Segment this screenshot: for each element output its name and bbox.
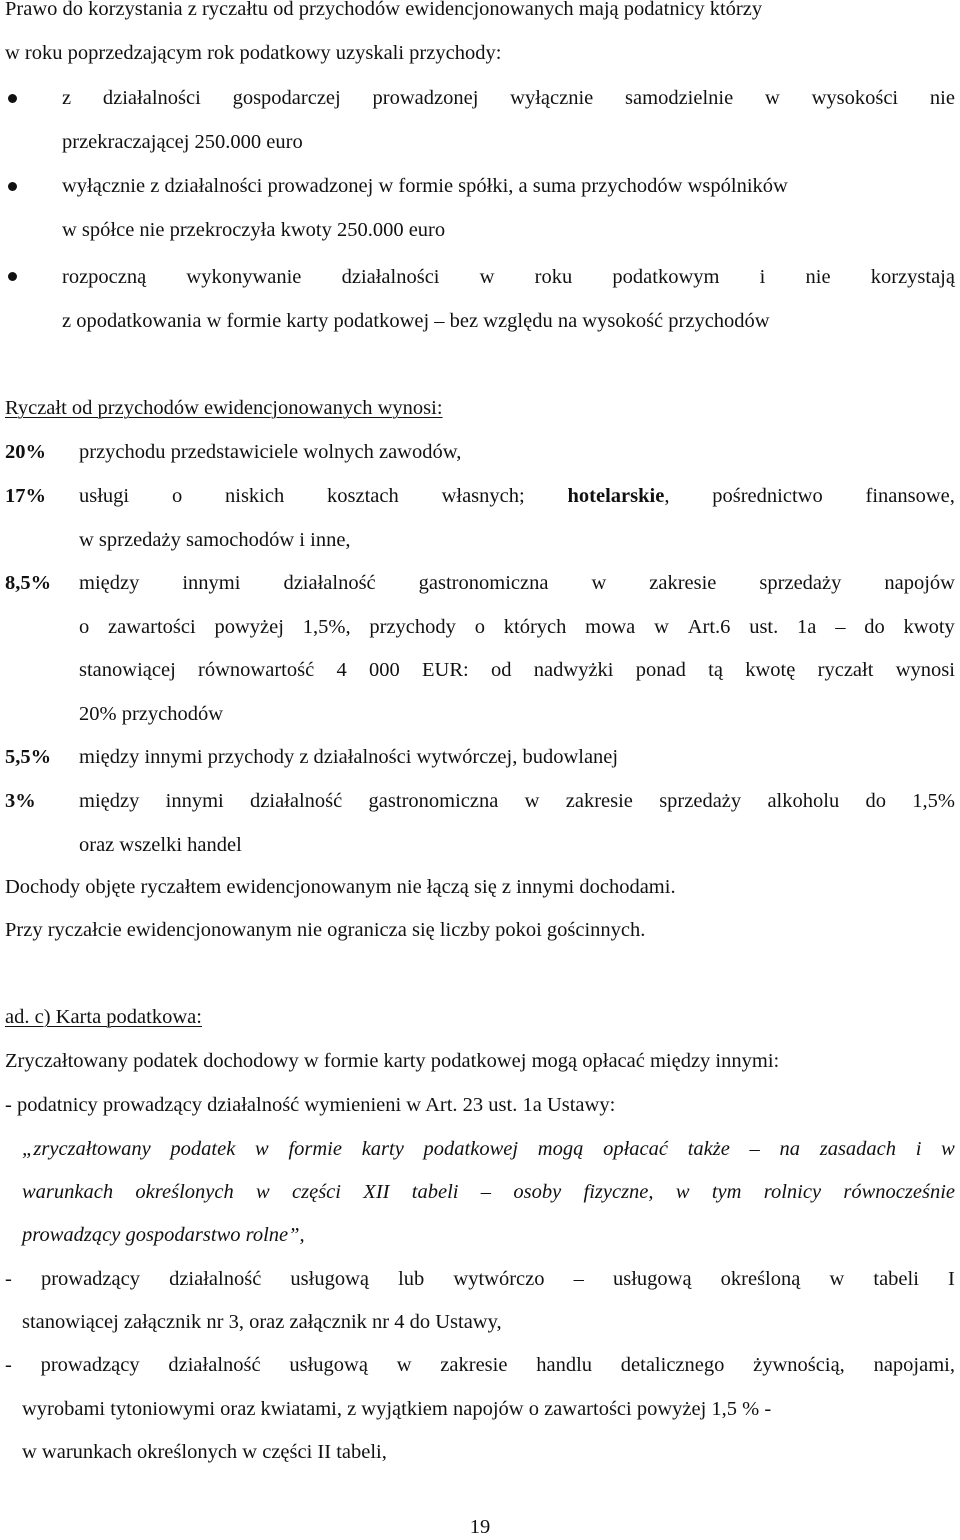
bullet-1-line-2: przekraczającej 250.000 euro — [62, 131, 303, 153]
bullet-2-line-2: w spółce nie przekroczyła kwoty 250.000 euro — [62, 219, 446, 241]
rate-text-3-line-1 — [79, 788, 955, 814]
intro-line-1: Prawo do korzystania z ryczałtu od przychodów ewidencjonowanych mają podatnicy którzy — [5, 0, 763, 20]
bullet-3-line-1 — [62, 264, 955, 290]
rate-text-5-5: między innymi przychody z działalności wytwórczej, budowlanej — [79, 746, 619, 768]
section-c-item-1: - podatnicy prowadzący działalność wymienieni w Art. 23 ust. 1a Ustawy: — [5, 1094, 616, 1116]
section-c-item-3-line-3: w warunkach określonych w części II tabeli, — [22, 1441, 387, 1463]
justified-line: warunkach określonych w części XII tabeli – osoby fizyczne, w tym rolnicy równocześnie — [22, 1181, 955, 1203]
bullet-3-line-2: z opodatkowania w formie karty podatkowej – bez względu na wysokość przychodów — [62, 310, 770, 332]
rate-label-17: 17% — [5, 485, 46, 507]
justified-line: - prowadzący działalność usługową w zakresie handlu detalicznego żywnością, napojami, — [5, 1354, 955, 1376]
justified-line: - prowadzący działalność usługową lub wytwórczo – usługową określoną w tabeli I — [5, 1268, 955, 1290]
bullet-icon — [8, 272, 17, 281]
rates-heading: Ryczałt od przychodów ewidencjonowanych wynosi: — [5, 397, 443, 419]
justified-line: o zawartości powyżej 1,5%, przychody o których mowa w Art.6 ust. 1a – do kwoty — [79, 616, 955, 638]
note-2: Przy ryczałcie ewidencjonowanym nie ogranicza się liczby pokoi gościnnych. — [5, 919, 646, 941]
section-c-heading: ad. c) Karta podatkowa: — [5, 1006, 202, 1028]
rate-text-8-5-line-2 — [79, 614, 955, 640]
justified-line: stanowiącej równowartość 4 000 EUR: od nadwyżki ponad tą kwotę ryczałt wynosi — [79, 659, 955, 681]
quote-line-2 — [22, 1179, 955, 1205]
section-c-item-3-line-2: wyrobami tytoniowymi oraz kwiatami, z wyjątkiem napojów o zawartości powyżej 1,5 % - — [22, 1398, 772, 1420]
bold-term: hotelarskie — [567, 485, 665, 507]
rate-text-8-5-line-3 — [79, 657, 955, 683]
page-number: 19 — [469, 1516, 491, 1538]
quote-line-3: prowadzący gospodarstwo rolne”, — [22, 1224, 305, 1246]
rate-text-8-5-line-1 — [79, 570, 955, 596]
justified-line: usługi o niskich kosztach własnych; hotelarskie, pośrednictwo finansowe, — [79, 485, 955, 507]
justified-line: „zryczałtowany podatek w formie karty podatkowej mogą opłacać także – na zasadach i w — [22, 1138, 955, 1160]
bullet-icon — [8, 94, 17, 103]
rate-label-20: 20% — [5, 441, 46, 463]
justified-line: między innymi działalność gastronomiczna w zakresie sprzedaży napojów — [79, 572, 955, 594]
rate-text-20: przychodu przedstawiciele wolnych zawodów, — [79, 441, 462, 463]
rate-text-3-line-2: oraz wszelki handel — [79, 834, 242, 856]
rate-label-3: 3% — [5, 790, 36, 812]
note-1: Dochody objęte ryczałtem ewidencjonowanym nie łączą się z innymi dochodami. — [5, 876, 676, 898]
justified-line: między innymi działalność gastronomiczna w zakresie sprzedaży alkoholu do 1,5% — [79, 790, 955, 812]
rate-label-5-5: 5,5% — [5, 746, 52, 768]
bullet-icon — [8, 182, 17, 191]
section-c-item-2-line-2: stanowiącej załącznik nr 3, oraz załącznik nr 4 do Ustawy, — [22, 1311, 502, 1333]
section-c-intro: Zryczałtowany podatek dochodowy w formie karty podatkowej mogą opłacać między innymi: — [5, 1050, 780, 1072]
section-c-item-3-line-1 — [5, 1352, 955, 1378]
rate-label-8-5: 8,5% — [5, 572, 52, 594]
rate-text-8-5-line-4: 20% przychodów — [79, 703, 224, 725]
bullet-2-line-1: wyłącznie z działalności prowadzonej w formie spółki, a suma przychodów wspólników — [62, 175, 788, 197]
section-c-item-2-line-1 — [5, 1266, 955, 1292]
bullet-1-line-1 — [62, 85, 955, 111]
rate-text-17-line-1 — [79, 483, 955, 509]
justified-line: rozpoczną wykonywanie działalności w roku podatkowym i nie korzystają — [62, 266, 955, 288]
quote-line-1 — [22, 1136, 955, 1162]
rate-text-17-line-2: w sprzedaży samochodów i inne, — [79, 529, 351, 551]
intro-line-2: w roku poprzedzającym rok podatkowy uzyskali przychody: — [5, 42, 502, 64]
justified-line: z działalności gospodarczej prowadzonej wyłącznie samodzielnie w wysokości nie — [62, 87, 955, 109]
